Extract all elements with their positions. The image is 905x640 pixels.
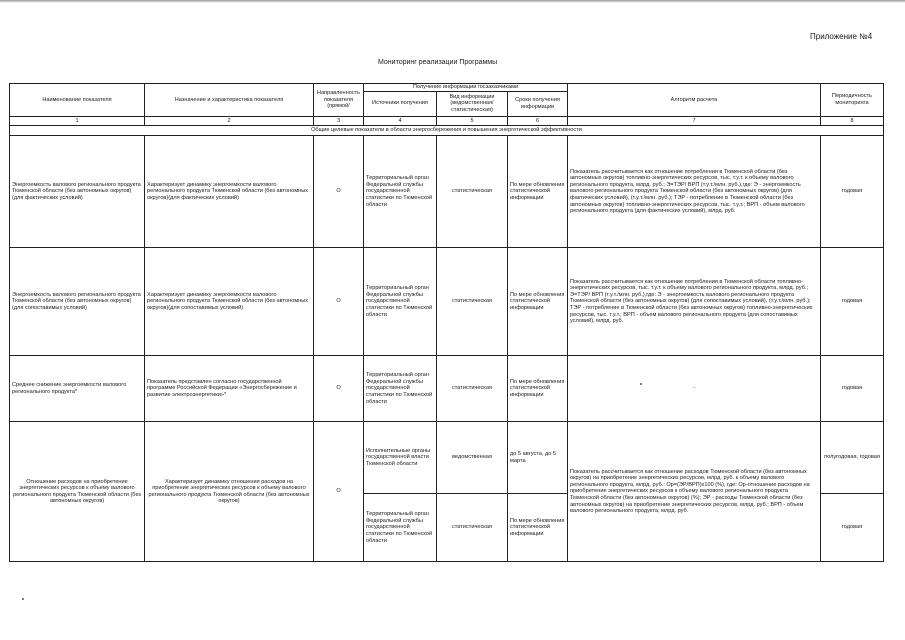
monitoring-period: годовая — [821, 494, 884, 562]
indicator-purpose: Характеризует динамику отношения расходов на приобретение энергетических ресурсов к объему валового регионального продукта Тюменской области (без автономных округов) — [145, 422, 314, 562]
indicator-name: Энергоемкость валового регионального продукта Тюменской области (без автономных округов)(для фактических условий) — [10, 136, 145, 248]
indicator-direction: О — [314, 422, 364, 562]
table-row — [10, 248, 884, 356]
column-number: 6 — [508, 116, 568, 126]
indicator-name: Среднее снижение энергоемкости валового регионального продукта* — [10, 356, 145, 422]
calculation-algorithm: - — [568, 356, 821, 422]
header-direction: Направленность показателя (прямой/ — [314, 84, 364, 117]
info-type: статистическая — [437, 136, 508, 248]
monitoring-period: полугодовая, годовая — [821, 422, 884, 494]
header-purpose: Назначение и характеристика показателя — [145, 84, 314, 117]
info-source: Территориальный орган Федеральной службы государственной статистики по Тюменской области — [364, 248, 437, 356]
header-name: Наименование показателя — [10, 84, 145, 117]
indicator-direction: О — [314, 356, 364, 422]
column-number: 4 — [364, 116, 437, 126]
header-row-1 — [10, 84, 884, 92]
info-terms: до 5 августа, до 5 марта — [508, 422, 568, 494]
header-info-group: Получение информации госзаказчиками — [364, 84, 568, 92]
monitoring-table — [9, 83, 884, 562]
info-terms: По мере обновления статистической информации — [508, 494, 568, 562]
column-number: 1 — [10, 116, 145, 126]
info-source: Территориальный орган Федеральной службы государственной статистики по Тюменской области — [364, 494, 437, 562]
column-number: 8 — [821, 116, 884, 126]
column-number: 5 — [437, 116, 508, 126]
header-algorithm: Алгоритм расчета — [568, 84, 821, 117]
header-period: Периодичность мониторинга — [821, 84, 884, 117]
indicator-direction: О — [314, 136, 364, 248]
info-type: статистическая — [437, 248, 508, 356]
column-number-row — [10, 116, 884, 126]
table-row — [10, 356, 884, 422]
calculation-algorithm: Показатель рассчитывается как отношение расходов Тюменской области (без автономных округов) на приобретение энергетических ресурсов, млрд. руб. к объему валового регионального продукта, млрд. руб.: Ор=(ЭР/ВРП)х100 (%), где: Ор-отношение расходов на приобретение энергетических ресурсов к объему валового регионального продукта Тюменской области (без автономных округов) (%); ЭР - расходы Тюменской области (без автономных округов) на приобретение энергетических ресурсов, млрд. руб.; ВРП - объем валового регионального продукта, млрд. руб. — [568, 422, 821, 562]
info-terms: По мере обновления статистической информации — [508, 136, 568, 248]
section-title: Общие целевые показатели в области энергосбережения и повышения энергетической эффективности — [10, 126, 884, 136]
table-row — [10, 422, 884, 494]
info-type: ведомственная — [437, 422, 508, 494]
monitoring-period: годовая — [821, 356, 884, 422]
info-source: Территориальный орган Федеральной службы государственной статистики по Тюменской области — [364, 356, 437, 422]
monitoring-period: годовая — [821, 136, 884, 248]
info-terms: По мере обновления статистической информации — [508, 248, 568, 356]
info-terms: По мере обновления статистической информации — [508, 356, 568, 422]
table-row — [10, 136, 884, 248]
column-number: 2 — [145, 116, 314, 126]
document-title: Мониторинг реализации Программы — [378, 59, 498, 66]
column-number: 7 — [568, 116, 821, 126]
header-sources: Источники получения — [364, 91, 437, 116]
indicator-name: Энергоемкость валового регионального продукта Тюменской области (без автономных округов) (для сопоставимых условий) — [10, 248, 145, 356]
calculation-algorithm: Показатель рассчитывается как отношение потребления в Тюменской области (без автономных округов) топливно-энергетических ресурсов, тыс. т.у.т. к объему валового регионального продукта, млрд. руб.; Э=ТЭР/ ВРП (т.у.т./млн. руб.),где: Э - энергоемкость валового регионального продукта Тюменской области (без автономных округов) (для фактических условий), (т.у.т./млн. руб.); ТЭР - потребление в Тюменской области (без автономных округов) топливно-энергетических ресурсов, тыс. т.у.т.; ВРП - объем валового регионального продукта (для фактических условий), млрд. руб. — [568, 136, 821, 248]
header-terms: Сроки получения информации — [508, 91, 568, 116]
info-source: Территориальный орган Федеральной службы государственной статистики по Тюменской области — [364, 136, 437, 248]
column-number: 3 — [314, 116, 364, 126]
scan-edge — [0, 0, 905, 3]
scan-speck — [22, 598, 24, 600]
indicator-purpose: Характеризует динамику энергоемкости валового регионального продукта Тюменской области (без автономных округов)(для фактических условий) — [145, 136, 314, 248]
indicator-name: Отношение расходов на приобретение энергетических ресурсов к объему валового регионального продукта Тюменской области (без автономных округов) — [10, 422, 145, 562]
calculation-algorithm: Показатель рассчитывается как отношение потребления в Тюменской области топливно-энергетических ресурсов, тыс. т.у.т. к объему валового регионального продукта, млрд. руб.; Э=ТЭР/ ВРП (т.у.т./млн. руб.),где: Э - энергоемкость валового регионального продукта Тюменской области (без автономных округов) (для сопоставимых условий), (т.у.т./млн. руб.); ТЭР - потребление в Тюменской области (без автономных округов) топливно-энергетических ресурсов, тыс. т.у.т.; ВРП - объем валового регионального продукта (для сопоставимых условий), млрд. руб. — [568, 248, 821, 356]
indicator-purpose: Показатель представлен согласно государственной программе Российской Федерации «Энергосбережение и развитие электроэнергетики»* — [145, 356, 314, 422]
appendix-label: Приложение №4 — [810, 32, 873, 41]
indicator-direction: О — [314, 248, 364, 356]
header-info-type: Вид информации (ведомственная/ статистическая) — [437, 91, 508, 116]
section-row — [10, 126, 884, 136]
monitoring-period: годовая — [821, 248, 884, 356]
info-source: Исполнительные органы государственной власти Тюменской области — [364, 422, 437, 494]
info-type: статистическая — [437, 356, 508, 422]
indicator-purpose: Характеризует динамику энергоемкости валового регионального продукта Тюменской области (без автономных округов)(для сопоставимых условий) — [145, 248, 314, 356]
info-type: статистическая — [437, 494, 508, 562]
